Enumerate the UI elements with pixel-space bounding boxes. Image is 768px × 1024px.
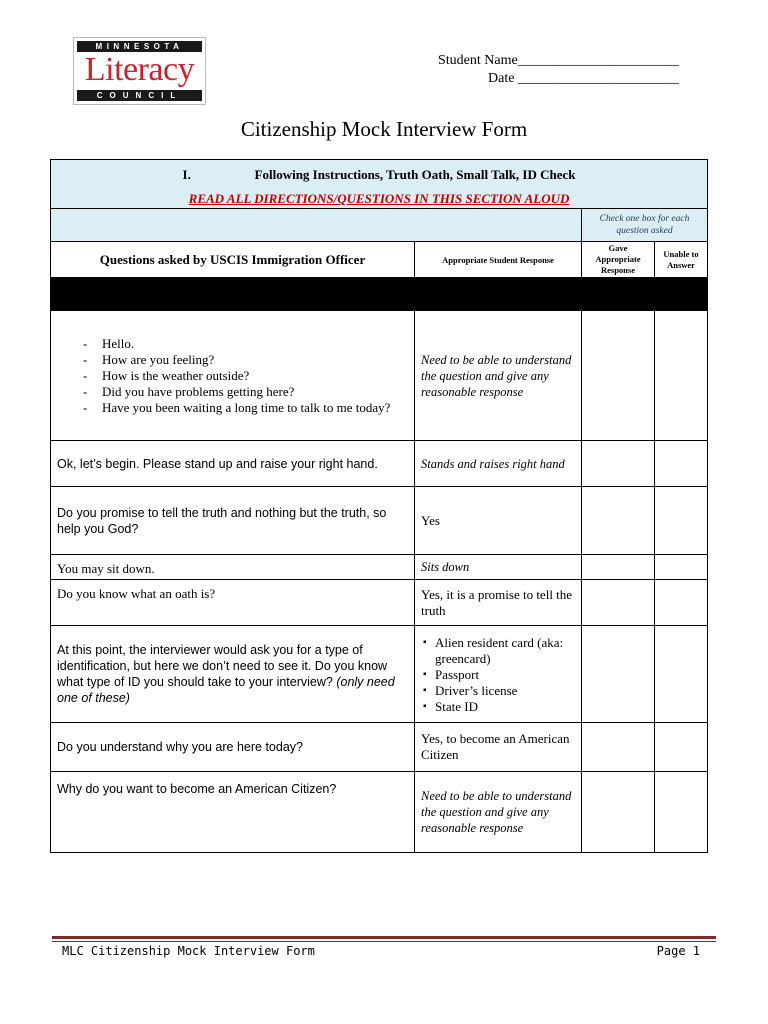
list-item: - Hello. — [57, 336, 408, 352]
page-title: Citizenship Mock Interview Form — [240, 117, 528, 141]
small-talk-list — [57, 336, 408, 416]
response-cell: Stands and raises right hand — [415, 441, 582, 487]
response-cell: Need to be able to understand the question and give any reasonable response — [415, 311, 582, 441]
gave-checkbox[interactable] — [582, 723, 655, 772]
list-item: - How are you feeling? — [57, 352, 408, 368]
footer-rule-thin — [52, 941, 716, 942]
interview-table — [50, 159, 708, 853]
column-header-gave: Gave Appropriate Response — [582, 242, 655, 278]
blue-spacer — [51, 209, 582, 242]
column-header-response: Appropriate Student Response — [415, 242, 582, 278]
response-cell: Yes — [415, 487, 582, 555]
list-item: ▪ State ID — [421, 699, 575, 715]
table-row — [51, 580, 708, 626]
gave-checkbox[interactable] — [582, 555, 655, 580]
question-cell: Ok, let’s begin. Please stand up and raise your right hand. — [51, 441, 415, 487]
unable-checkbox[interactable] — [655, 626, 708, 723]
literacy-council-logo — [73, 37, 206, 105]
list-item: - How is the weather outside? — [57, 368, 408, 384]
section-title: Following Instructions, Truth Oath, Small Talk, ID Check — [254, 167, 576, 182]
id-options-list — [421, 635, 575, 715]
table-row — [51, 626, 708, 723]
question-cell: You may sit down. — [51, 555, 415, 580]
unable-checkbox[interactable] — [655, 772, 708, 853]
question-cell: Why do you want to become an American Citizen? — [51, 772, 415, 853]
logo-word: Literacy — [84, 51, 195, 88]
list-item: ▪ Alien resident card (aka: greencard) — [421, 635, 575, 667]
check-note: Check one box for each question asked — [582, 209, 708, 242]
table-row — [51, 555, 708, 580]
id-question-text: At this point, the interviewer would ask you for a type of identification, but here we don’t need to see it. Do you know what type of ID you should take to your interview? — [57, 643, 388, 689]
date-field[interactable]: Date _______________________ — [488, 71, 679, 86]
gave-checkbox[interactable] — [582, 311, 655, 441]
unable-checkbox[interactable] — [655, 555, 708, 580]
unable-checkbox[interactable] — [655, 311, 708, 441]
question-cell — [51, 626, 415, 723]
table-row — [51, 441, 708, 487]
response-cell: Need to be able to understand the question and give any reasonable response — [415, 772, 582, 853]
section-header — [51, 160, 708, 209]
footer-title: MLC Citizenship Mock Interview Form — [62, 944, 315, 958]
list-item: - Have you been waiting a long time to talk to me today? — [57, 400, 408, 416]
question-cell — [51, 311, 415, 441]
student-info — [438, 52, 679, 88]
table-row — [51, 311, 708, 441]
logo-bottom-text: COUNCIL — [77, 90, 202, 101]
gave-checkbox[interactable] — [582, 487, 655, 555]
black-divider — [51, 278, 708, 311]
gave-checkbox[interactable] — [582, 441, 655, 487]
section-subtitle: READ ALL DIRECTIONS/QUESTIONS IN THIS SECTION ALOUD — [188, 191, 570, 206]
unable-checkbox[interactable] — [655, 441, 708, 487]
unable-checkbox[interactable] — [655, 580, 708, 626]
response-cell: Yes, it is a promise to tell the truth — [415, 580, 582, 626]
table-row — [51, 772, 708, 853]
gave-checkbox[interactable] — [582, 772, 655, 853]
unable-checkbox[interactable] — [655, 487, 708, 555]
list-item: ▪ Passport — [421, 667, 575, 683]
question-cell: Do you know what an oath is? — [51, 580, 415, 626]
footer-rule — [52, 936, 716, 939]
black-divider-row — [51, 278, 708, 311]
table-row — [51, 723, 708, 772]
column-header-questions: Questions asked by USCIS Immigration Officer — [51, 242, 415, 278]
student-name-field[interactable]: Student Name_______________________ — [438, 53, 679, 68]
page-number: Page 1 — [656, 944, 700, 958]
gave-checkbox[interactable] — [582, 626, 655, 723]
question-cell: Do you understand why you are here today? — [51, 723, 415, 772]
response-cell — [415, 626, 582, 723]
section-number: I. — [182, 167, 191, 182]
list-item: ▪ Driver’s license — [421, 683, 575, 699]
list-item: - Did you have problems getting here? — [57, 384, 408, 400]
gave-checkbox[interactable] — [582, 580, 655, 626]
id-question-note: (only need one of these) — [57, 675, 395, 705]
unable-checkbox[interactable] — [655, 723, 708, 772]
question-cell: Do you promise to tell the truth and nothing but the truth, so help you God? — [51, 487, 415, 555]
logo-top-text: MINNESOTA — [77, 41, 202, 52]
table-row — [51, 487, 708, 555]
response-cell: Sits down — [415, 555, 582, 580]
response-cell: Yes, to become an American Citizen — [415, 723, 582, 772]
column-header-unable: Unable to Answer — [655, 242, 708, 278]
